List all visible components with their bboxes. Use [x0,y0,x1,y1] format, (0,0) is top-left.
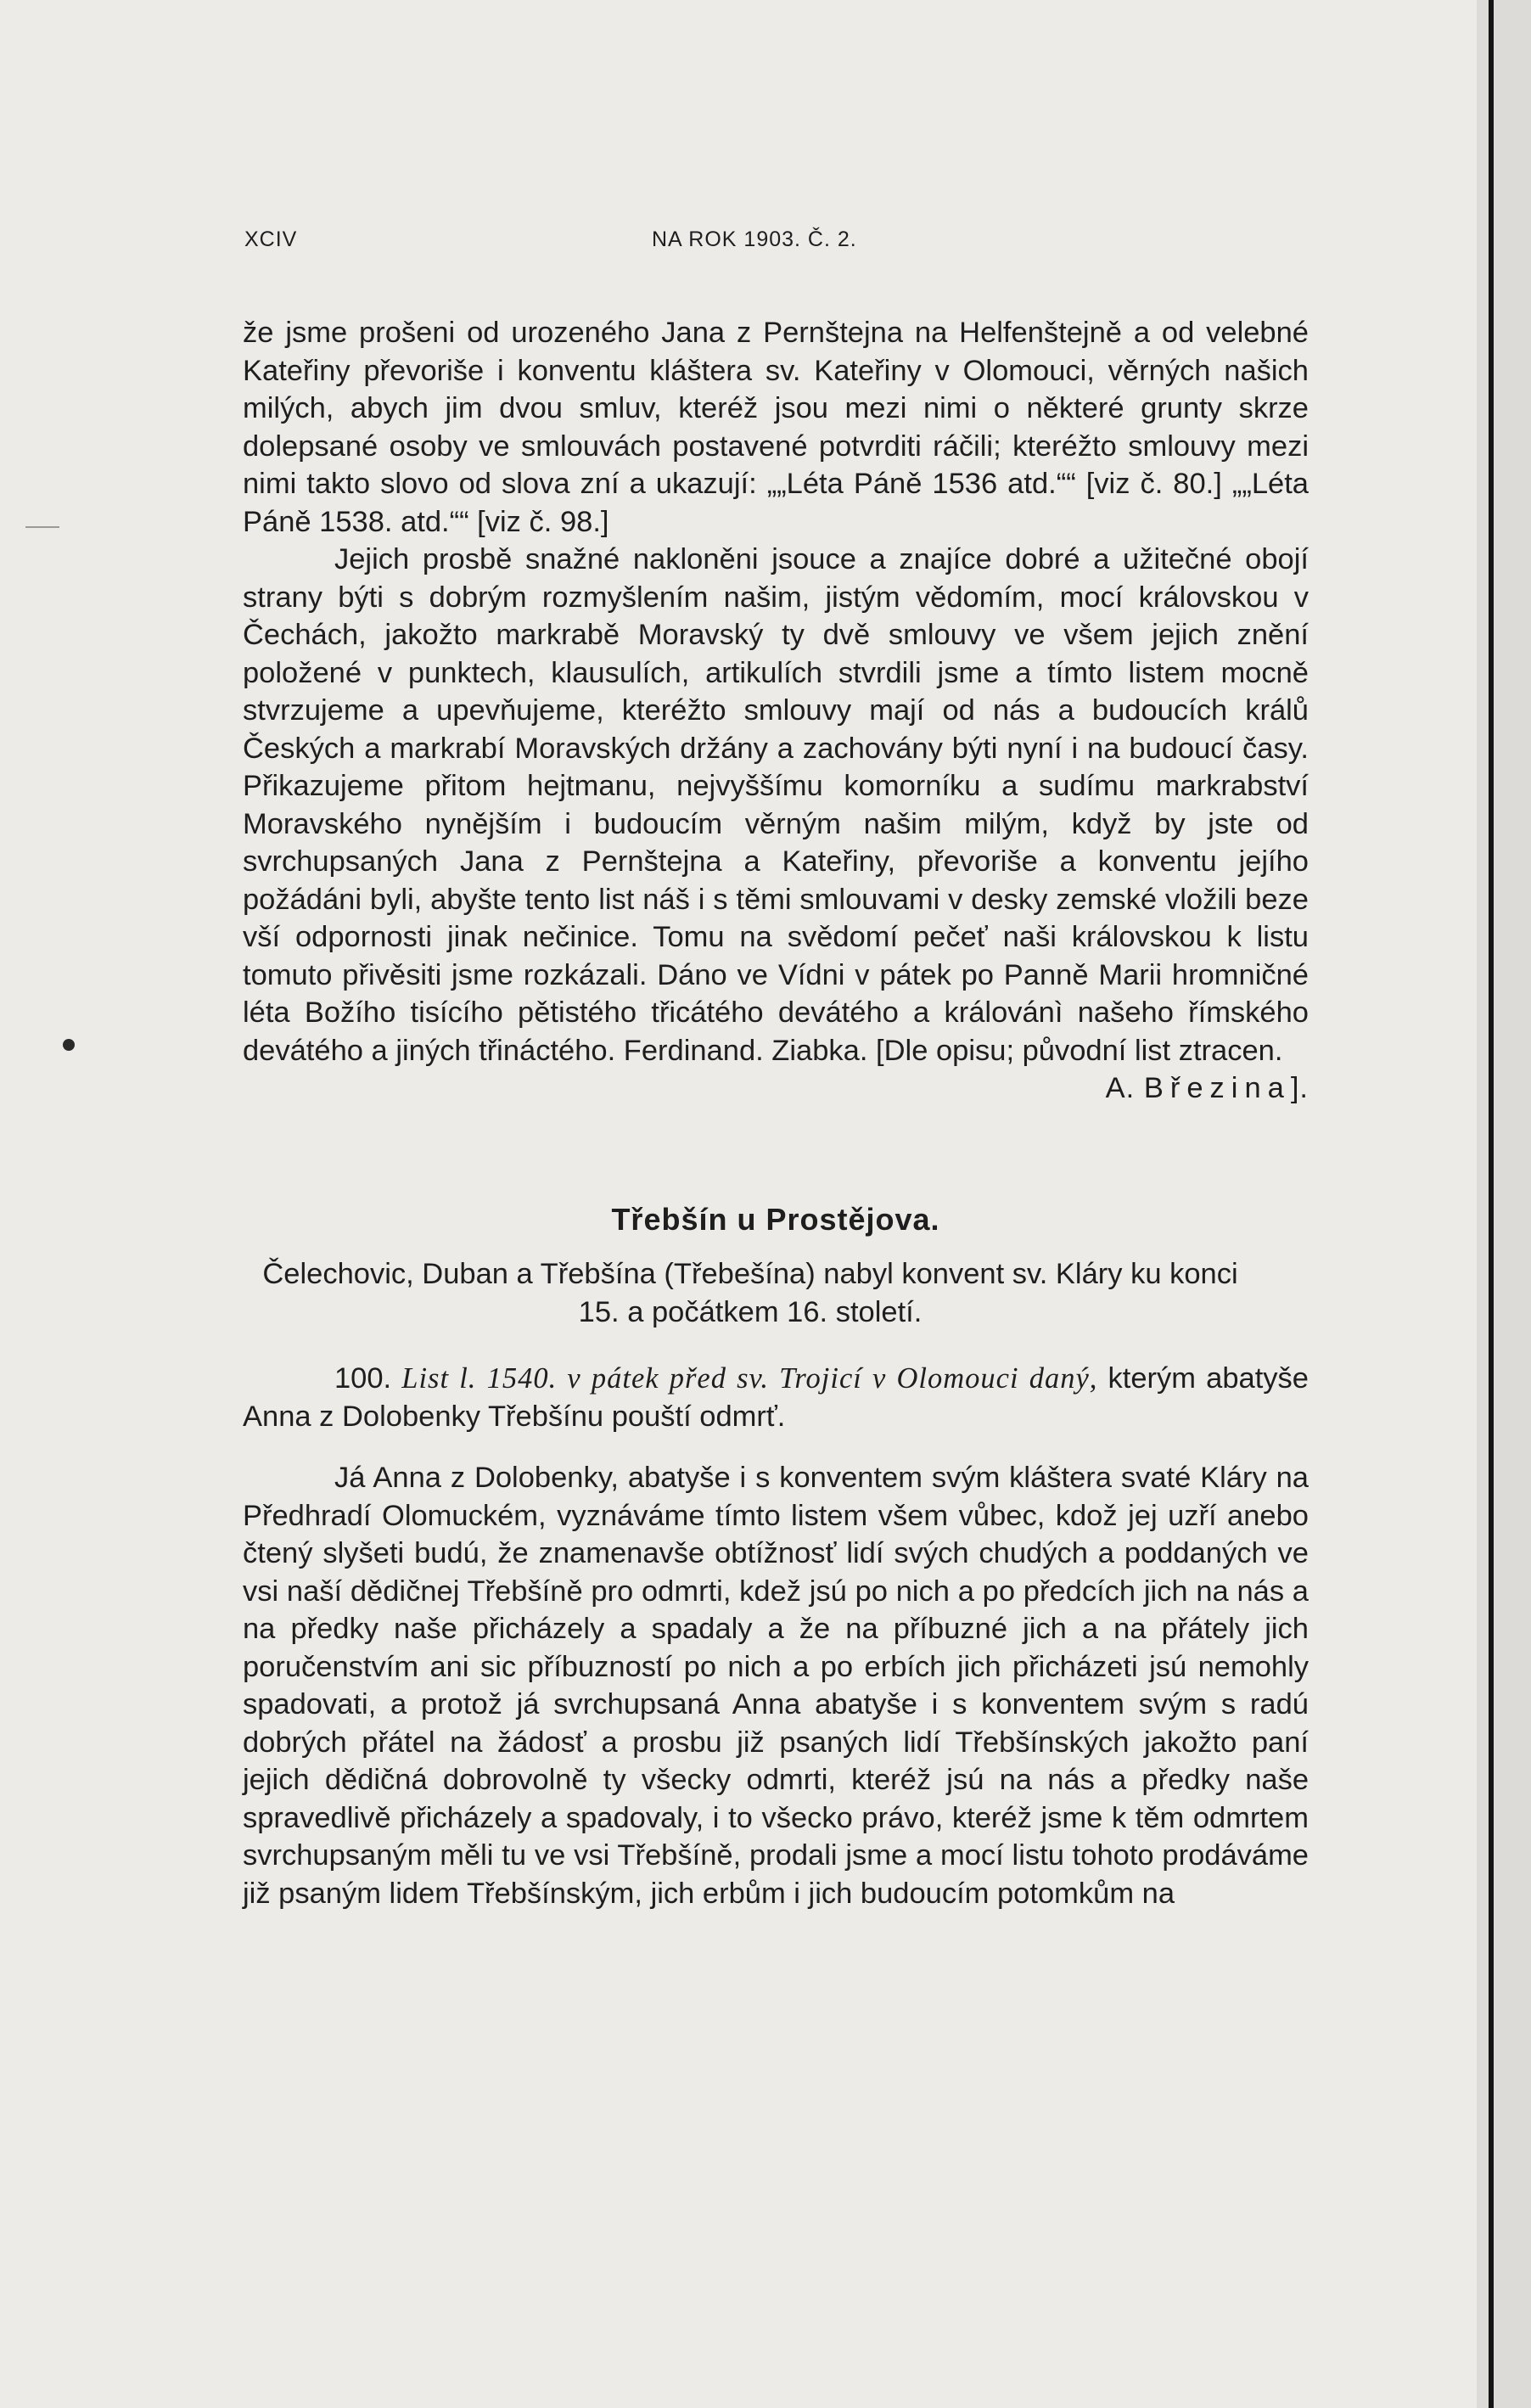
paragraph-continuation: že jsme prošeni od urozeného Jana z Pernštejna na Helfenštejně a od velebné Kateřiny převoriše i konventu kláštera sv. Kateřiny v Olomouci, věrných našich milých, abych jim dvou smluv, kteréž jsou mezi nimi o některé grunty skrze dolepsané osoby ve smlouvách postavené potvrditi ráčili; kteréžto smlouvy mezi nimi takto slovo od slova zní a ukazují: „„Léta Páně 1536 atd.““ [viz č. 80.] „„Léta Páně 1538. atd.““ [viz č. 98.] [243,317,1309,538]
page-folio: XCIV [244,227,298,251]
page-edge [1477,0,1531,2408]
document-heading-rest: kterým abatyše Anna z Dolobenky Třebšínu pouští odmrť. [243,1362,1309,1433]
running-head [244,227,1310,261]
document-text: Já Anna z Dolobenky, abatyše i s konventem svým kláštera svaté Kláry na Předhradí Olomuckém, vyznáváme tímto listem všem vůbec, kdož jej uzří anebo čtený slyšeti budú, že znamenavše obtížnosť lidí svých chudých a poddaných ve vsi naší dědičnej Třebšíně pro odmrti, kdež jsú po nich a po předcích jich na nás a na předky naše přicházely a spadaly a že na příbuzné jich a na přátely jich poručenstvím ani sic příbuzností po nich a po erbích jich přicházeti jsú nemohly spadovati, a protož já svrchupsaná Anna abatyše i s konventem svým s radú dobrých přátel na žádosť a prosbu již psaných lidí Třebšínských jakožto paní jejich dědičná dobrovolně ty všecky odmrti, kteréž jsú na nás a předky naše spravedlivě přicházely a spadovaly, i to všecko právo, kteréž jsme k těm odmrtem svrchupsaným měli tu ve vsi Třebšíně, prodali jsme a mocí listu tohoto prodáváme již psaným lidem Třebšínským, jich erbům i jich budoucím potomkům na [243,1462,1309,1910]
page-edge-line [1489,0,1494,2408]
signature-suffix: ]. [1290,1072,1309,1104]
body-text [243,314,1309,1912]
section-title: Třebšín u Prostějova. [611,1201,940,1237]
section-subtitle: Čelechovic, Duban a Třebšína (Třebešína) nabyl konvent sv. Kláry ku konci 15. a počátkem 16. století. [262,1258,1238,1328]
document-heading-blackletter: List l. 1540. v pátek před sv. Trojicí v Olomouci daný, [401,1362,1098,1395]
document-heading [243,1360,1309,1435]
margin-dot [63,1039,75,1051]
signature-name: Březina [1143,1072,1291,1104]
document-number: 100. [334,1362,392,1395]
editor-signature [243,1069,1309,1108]
running-title: NA ROK 1903. Č. 2. [652,227,857,251]
margin-mark [25,526,59,528]
signature-prefix: A. [1105,1072,1144,1104]
paragraph-confirmation: Jejich prosbě snažné nakloněni jsouce a znajíce dobré a užitečné obojí strany býti s dobrým rozmyšlením našim, jistým vědomím, mocí královskou v Čechách, jakožto markrabě Moravský ty dvě smlouvy ve všem jejich znění položené v punktech, klausulích, artikulích stvrdili jsme a tímto listem mocně stvrzujeme a upevňujeme, kteréžto smlouvy mají od nás a budoucích králů Českých a markrabí Moravských držány a zachovány býti nyní i na budoucí časy. Přikazujeme přitom hejtmanu, nejvyššímu komorníku a sudímu markrabství Moravského nynějším i budoucím věrným našim milým, když by jste od svrchupsaných Jana z Pernštejna a Kateřiny, převoriše a konventu jejího požádáni byli, abyšte tento list náš i s těmi smlouvami v desky zemské vložili beze vší odpornosti jinak nečinice. Tomu na svědomí pečeť naši královskou k listu tomuto přivěsiti jsme rozkázali. Dáno ve Vídni v pátek po Panně Marii hromničné léta Božího tisícího pětistého třicátého devátého a královánì našeho římského devátého a jiných třináctého. Ferdinand. Ziabka. [Dle opisu; původní list ztracen. [243,543,1309,1067]
